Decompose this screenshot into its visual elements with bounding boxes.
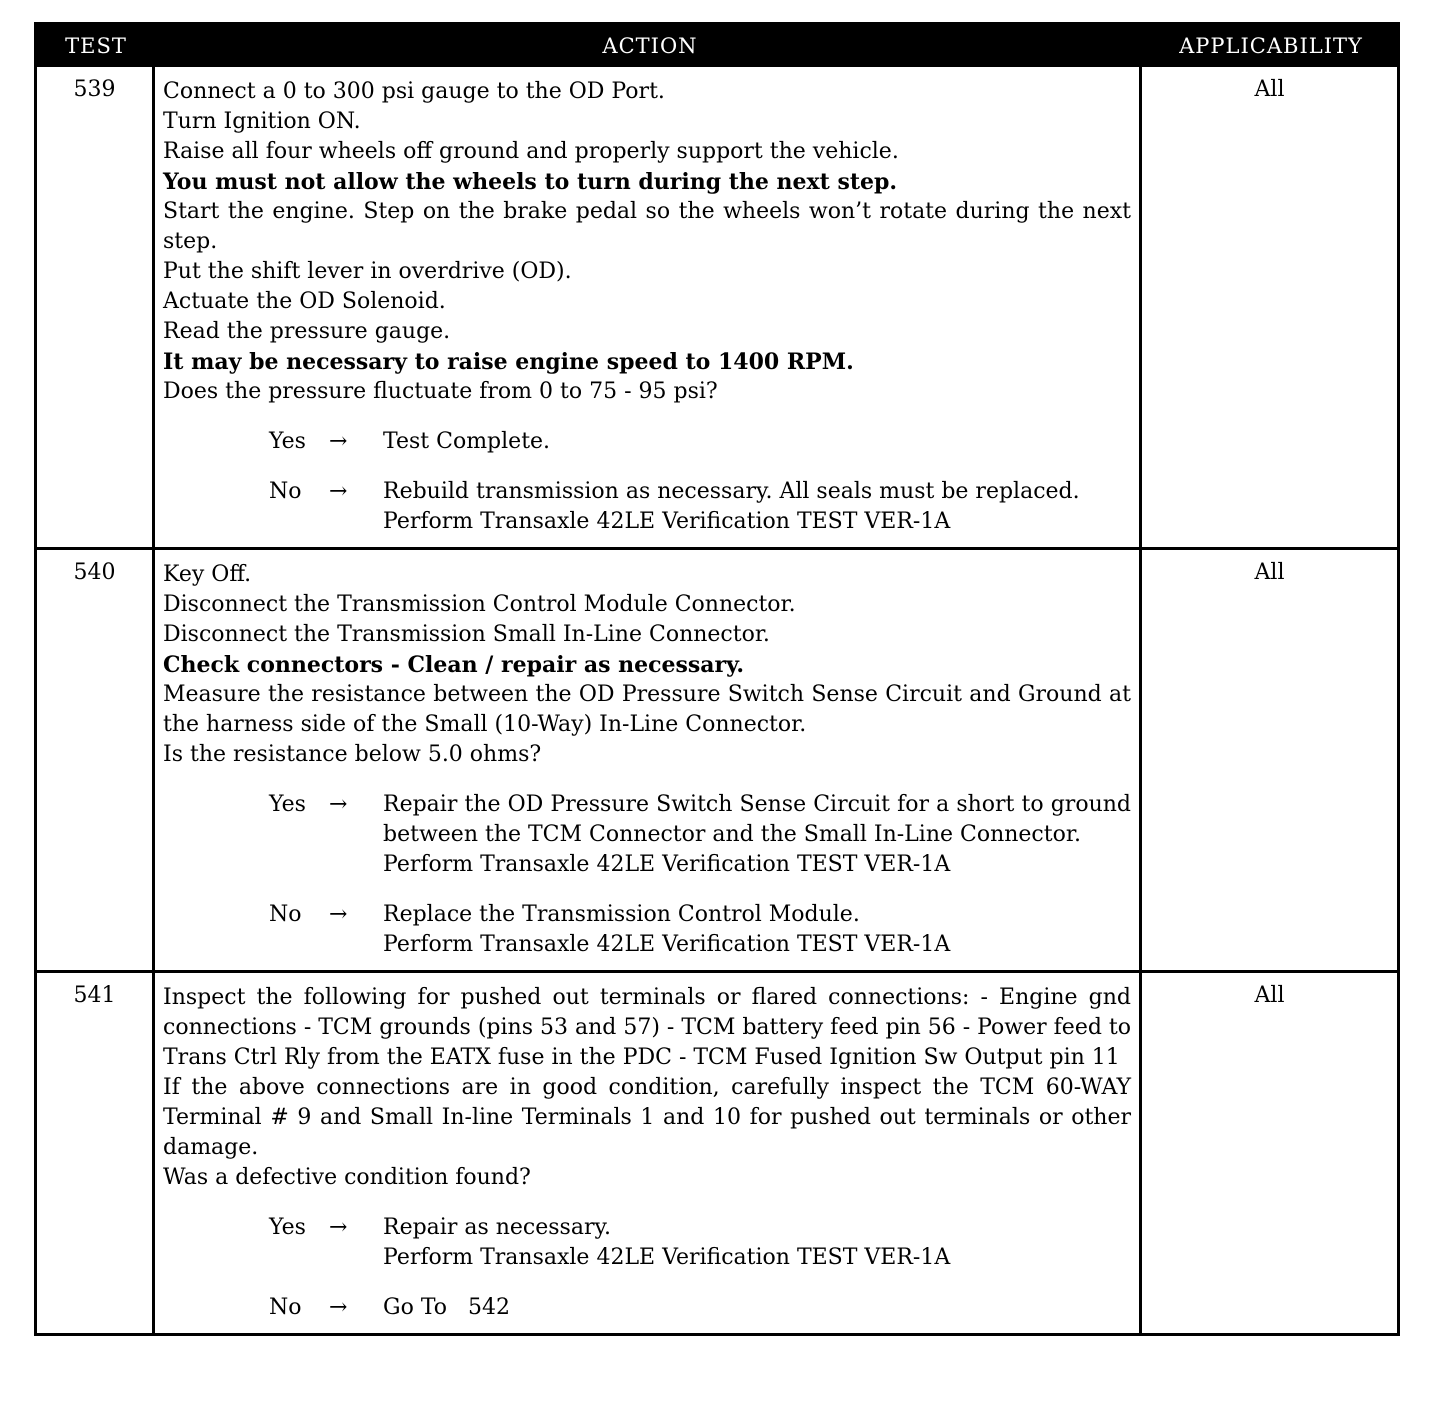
answer-line: Perform Transaxle 42LE Verification TEST VER-1A (383, 852, 951, 877)
table-row (37, 67, 1397, 547)
answers (163, 790, 1138, 960)
answer-text (383, 477, 1131, 537)
arrow-right-icon: → (329, 792, 348, 817)
answer-label: Yes (269, 1215, 306, 1240)
answer-line: Replace the Transmission Control Module. (383, 902, 860, 927)
table-header (37, 25, 1397, 67)
answer-line: Test Complete. (383, 429, 551, 454)
answer-line: Rebuild transmission as necessary. All seals must be replaced. (383, 479, 1080, 504)
answer-line: Perform Transaxle 42LE Verification TEST VER-1A (383, 1245, 951, 1270)
action-step: Does the pressure fluctuate from 0 to 75 - 95 psi? (163, 379, 718, 404)
action-step: Was a defective condition found? (163, 1165, 531, 1190)
applicability: All (1254, 77, 1285, 102)
action-step: Put the shift lever in overdrive (OD). (163, 259, 572, 284)
action-note-bold: Check connectors - Clean / repair as necessary. (163, 652, 745, 678)
action-step: Actuate the OD Solenoid. (163, 289, 446, 314)
test-number: 540 (37, 550, 155, 970)
arrow-right-icon: → (329, 902, 348, 927)
table-row (37, 547, 1397, 970)
answer-yes (163, 1213, 1131, 1273)
answer-yes (163, 427, 1131, 457)
action-step: Is the resistance below 5.0 ohms? (163, 742, 542, 767)
arrow-right-icon: → (329, 1215, 348, 1240)
answers (163, 1213, 1131, 1323)
answer-text (383, 427, 1131, 457)
test-number: 539 (37, 67, 155, 547)
answer-no (163, 1293, 1131, 1323)
answer-text (383, 790, 1138, 880)
answer-line: Perform Transaxle 42LE Verification TEST VER-1A (383, 932, 951, 957)
action-step: Read the pressure gauge. (163, 319, 451, 344)
answer-text (383, 1213, 1131, 1273)
arrow-right-icon: → (329, 1295, 348, 1320)
action-step: Connect a 0 to 300 psi gauge to the OD Port. (163, 79, 665, 104)
action-step: Disconnect the Transmission Control Module Connector. (163, 592, 796, 617)
answer-label: Yes (269, 429, 306, 454)
answer-line: Perform Transaxle 42LE Verification TEST VER-1A (383, 509, 951, 534)
action-step: Measure the resistance between the OD Pressure Switch Sense Circuit and Ground at the harness side of the Small (10-Way) In-Line Connector. (163, 682, 1131, 737)
action-cell (155, 550, 1142, 970)
answer-text (383, 1293, 1131, 1323)
arrow-right-icon: → (329, 429, 348, 454)
answer-no (163, 477, 1131, 537)
answer-label: Yes (269, 792, 306, 817)
action-step: If the above connections are in good condition, carefully inspect the TCM 60-WAY Terminal # 9 and Small In-line Terminals 1 and 10 for pushed out terminals or other damage. (163, 1075, 1131, 1160)
diagnostic-table (34, 22, 1400, 1336)
action-step: Key Off. (163, 562, 252, 587)
answer-line: Repair as necessary. (383, 1215, 611, 1240)
table-row (37, 970, 1397, 1333)
action-step: Inspect the following for pushed out terminals or flared connections: - Engine gnd connections - TCM grounds (pins 53 and 57) - TCM battery feed pin 56 - Power feed to Trans Ctrl Rly from the EATX fuse in the PDC - TCM Fused Ignition Sw Output pin 11 (163, 985, 1131, 1070)
action-step: Start the engine. Step on the brake pedal so the wheels won’t rotate during the next step. (163, 199, 1131, 254)
applicability: All (1254, 983, 1285, 1008)
test-number: 541 (37, 973, 155, 1333)
arrow-right-icon: → (329, 479, 348, 504)
action-step: Turn Ignition ON. (163, 109, 361, 134)
answer-yes (163, 790, 1138, 880)
action-note-bold: It may be necessary to raise engine speed to 1400 RPM. (163, 349, 854, 375)
action-cell (155, 973, 1142, 1333)
action-cell (155, 67, 1142, 547)
answer-label: No (269, 479, 302, 504)
answer-no (163, 900, 1131, 960)
answer-line: Repair the OD Pressure Switch Sense Circuit for a short to ground between the TCM Connector and the Small In-Line Connector. (383, 792, 1138, 847)
answers (163, 427, 1131, 537)
answer-line: Go To 542 (383, 1295, 510, 1320)
action-step: Raise all four wheels off ground and properly support the vehicle. (163, 139, 899, 164)
header-applicability: APPLICABILITY (1179, 34, 1363, 58)
action-note-bold: You must not allow the wheels to turn during the next step. (163, 169, 898, 195)
answer-text (383, 900, 1131, 960)
answer-label: No (269, 902, 302, 927)
applicability: All (1254, 560, 1285, 585)
action-step: Disconnect the Transmission Small In-Line Connector. (163, 622, 770, 647)
header-test: TEST (65, 34, 127, 58)
header-action: ACTION (602, 34, 698, 58)
table-body (37, 67, 1397, 1333)
answer-label: No (269, 1295, 302, 1320)
